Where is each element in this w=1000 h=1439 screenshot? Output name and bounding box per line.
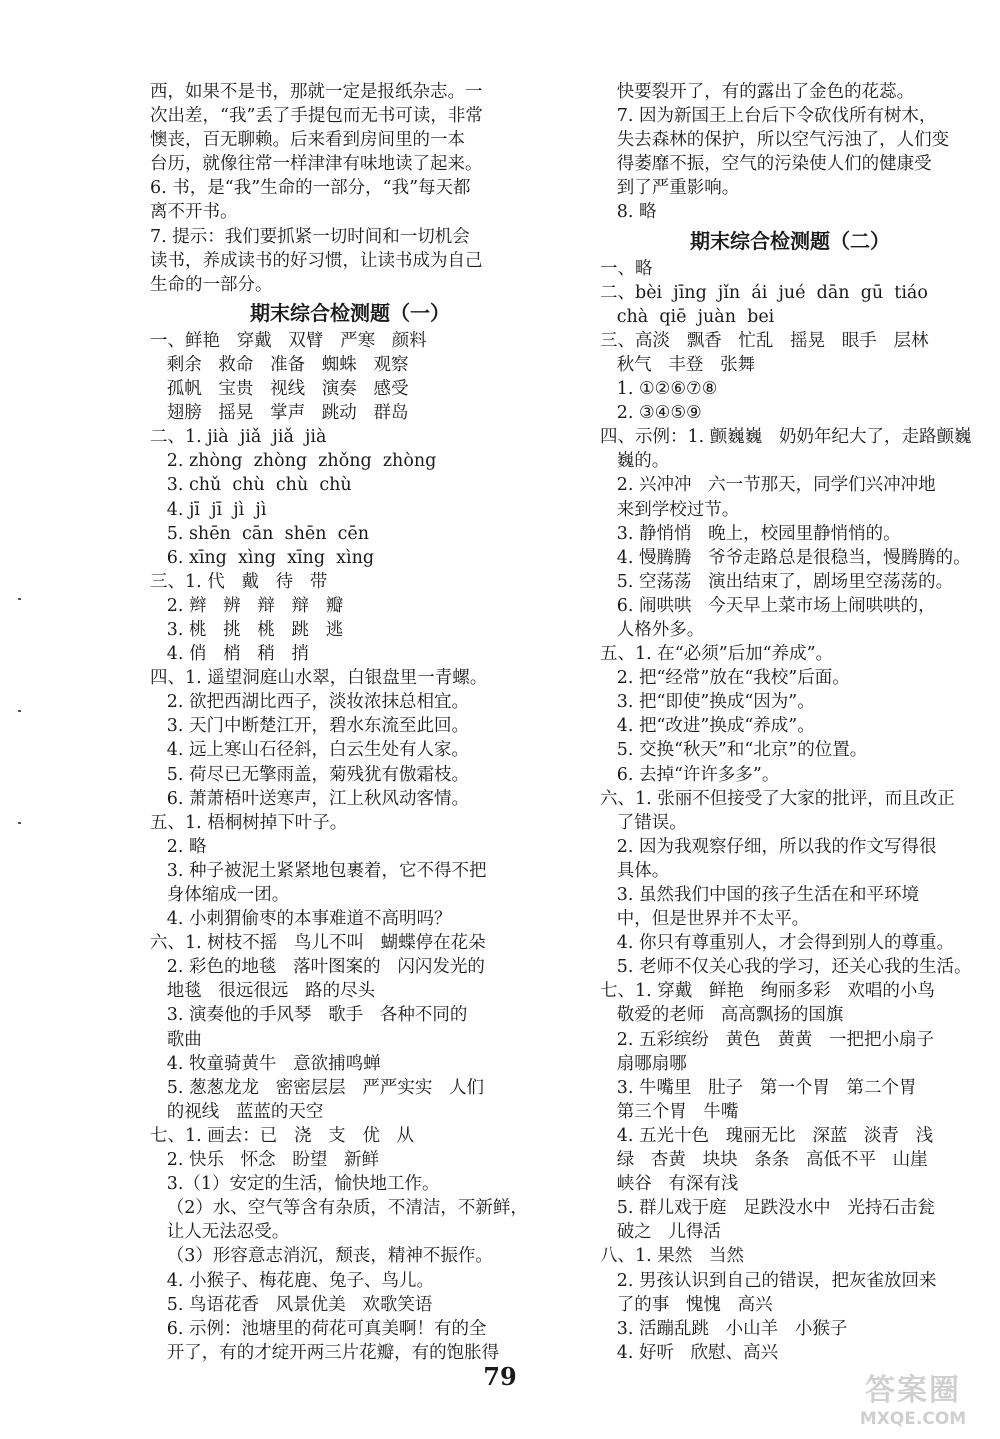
text-line: 5. 交换“秋天”和“北京”的位置。: [600, 740, 868, 761]
text-line: 五、1. 梧桐树掉下叶子。: [150, 812, 348, 833]
text-line: 六、1. 张丽不但接受了大家的批评，而且改正: [600, 788, 955, 809]
text-line: 歌曲: [150, 1029, 202, 1050]
text-line: （3）形容意志消沉，颓丧，精神不振作。: [150, 1246, 493, 1267]
text-line: 六、1. 树枝不摇 鸟儿不叫 蝴蝶停在花朵: [150, 933, 486, 954]
text-line: 2. 辫 辨 辩 辩 瓣: [150, 595, 344, 616]
text-line: 2. 因为我观察仔细，所以我的作文写得很: [600, 836, 937, 857]
text-line: 6. 闹哄哄 今天早上菜市场上闹哄哄的，: [600, 595, 936, 616]
text-line: 5. 群儿戏于庭 足跌没水中 光持石击瓮: [600, 1198, 935, 1219]
text-line: 5. 老师不仅关心我的学习，还关心我的生活。: [600, 957, 972, 978]
text-line: 4. 牧童骑黄牛 意欲捕鸣蝉: [150, 1053, 381, 1074]
text-line: 四、1. 遥望洞庭山水翠，白银盘里一青螺。: [150, 668, 488, 689]
text-line: 4. 五光十色 瑰丽无比 深蓝 淡青 浅: [600, 1125, 934, 1146]
text-line: 2. ③④⑤⑨: [600, 403, 702, 424]
text-line: 离不开书。: [150, 202, 238, 223]
text-line: 读书，养成读书的好习惯，让读书成为自己: [150, 250, 483, 271]
text-line: 破之 儿得活: [600, 1222, 721, 1243]
text-line: 次出差，“我”丢了手提包而无书可读，非常: [150, 106, 483, 127]
text-line: 2. 男孩认识到自己的错误，把灰雀放回来: [600, 1270, 937, 1291]
text-line: 3. 虽然我们中国的孩子生活在和平环境: [600, 885, 919, 905]
text-line: 第三个胃 牛嘴: [600, 1101, 739, 1122]
margin-mark: [18, 710, 21, 712]
text-line: 6. 去掉“许许多多”。: [600, 764, 780, 785]
watermark-bottom-text: MXQE.COM: [859, 1409, 967, 1429]
text-line: 3. 把“即使”换成“因为”。: [600, 692, 815, 713]
text-line: 快要裂开了，有的露出了金色的花蕊。: [600, 82, 915, 102]
text-line: 3. 种子被泥土紧紧地包裹着，它不得不把: [150, 860, 487, 881]
text-line: 2. 兴冲冲 六一节那天，同学们兴冲冲地: [600, 475, 936, 496]
text-line: 7. 因为新国王上台后下令砍伐所有树木，: [600, 106, 937, 127]
text-line: 七、1. 画去：已 浇 支 优 从: [150, 1125, 415, 1146]
text-line: 三、高淡 飘香 忙乱 摇晃 眼手 层林: [600, 330, 929, 351]
text-line: 地毯 很远很远 路的尽头: [150, 981, 376, 1002]
text-line: 3. 演奏他的手风琴 歌手 各种不同的: [150, 1005, 468, 1026]
text-line: 3. 牛嘴里 肚子 第一个胃 第二个胃: [600, 1077, 917, 1098]
text-line: 一、略: [600, 258, 653, 279]
text-line: 3. 天门中断楚江开，碧水东流至此回。: [150, 716, 469, 737]
text-line: 八、1. 果然 当然: [600, 1246, 744, 1267]
text-line: 了的事 愧愧 高兴: [600, 1294, 773, 1315]
watermark-logo: [848, 1365, 978, 1427]
text-line: 得萎靡不振，空气的污染使人们的健康受: [600, 154, 932, 175]
text-line: 5. shēn cān shēn cēn: [150, 523, 370, 544]
margin-mark: [18, 598, 21, 600]
text-line: 了错误。: [600, 812, 687, 833]
left-column: [150, 80, 550, 1365]
text-line: 3. chǔ chù chù chù: [150, 475, 352, 496]
section-title-1: 期末综合检测题（一）: [250, 300, 450, 325]
text-line: 2. 五彩缤纷 黄色 黄黄 一把把小扇子: [600, 1029, 935, 1050]
text-line: 2. 把“经常”放在“我校”后面。: [600, 668, 850, 689]
text-line: 6. 萧萧梧叶送寒声，江上秋风动客情。: [150, 788, 469, 809]
text-line: 身体缩成一团。: [150, 885, 290, 905]
text-line: 3. 桃 挑 桃 跳 逃: [150, 619, 344, 640]
text-line: 8. 略: [600, 202, 657, 223]
text-line: 孤帆 宝贵 视线 演奏 感受: [150, 379, 409, 400]
text-line: 峡谷 有深有浅: [600, 1174, 739, 1195]
text-line: 4. 把“改进”换成“养成”。: [600, 716, 815, 737]
text-line: 2. zhòng zhòng zhǒng zhòng: [150, 451, 437, 472]
text-line: 二、1. jià jiǎ jiǎ jià: [150, 427, 327, 448]
text-line: 开了，有的才绽开两三片花瓣，有的饱胀得: [150, 1342, 500, 1363]
text-line: 敬爱的老师 高高飘扬的国旗: [600, 1005, 844, 1026]
text-line: 6. xīng xìng xīng xìng: [150, 547, 375, 568]
text-line: 具体。: [600, 860, 670, 881]
text-line: 翅膀 摇晃 掌声 跳动 群岛: [150, 403, 409, 424]
text-line: 扇哪扇哪: [600, 1053, 687, 1074]
text-line: 5. 鸟语花香 风景优美 欢歌笑语: [150, 1294, 433, 1315]
text-line: 5. 荷尽已无擎雨盖，菊残犹有傲霜枝。: [150, 764, 469, 785]
text-line: 6. 书，是“我”生命的一部分，“我”每天都: [150, 178, 471, 199]
text-line: chà qiē juàn bei: [600, 306, 775, 327]
text-line: 五、1. 在“必须”后加“养成”。: [600, 644, 834, 665]
text-line: 来到学校过节。: [600, 499, 740, 520]
text-line: 七、1. 穿戴 鲜艳 绚丽多彩 欢唱的小鸟: [600, 981, 935, 1002]
text-line: 巍的。: [600, 451, 670, 472]
text-line: 的视线 蓝蓝的天空: [150, 1101, 324, 1122]
text-line: 懊丧，百无聊赖。后来看到房间里的一本: [150, 130, 465, 151]
page-number: 79: [483, 1362, 517, 1391]
text-line: 一、鲜艳 穿戴 双臂 严寒 颜料: [150, 330, 427, 351]
text-line: 三、1. 代 戴 待 带: [150, 571, 328, 592]
text-line: 2. 略: [150, 836, 207, 857]
text-line: 4. 小猴子、梅花鹿、兔子、鸟儿。: [150, 1270, 434, 1291]
text-line: 2. 欲把西湖比西子，淡妆浓抹总相宜。: [150, 692, 469, 713]
text-line: 四、示例：1. 颤巍巍 奶奶年纪大了，走路颤巍: [600, 427, 972, 448]
text-line: 剩余 救命 准备 蜘蛛 观察: [150, 354, 409, 375]
text-line: 让人无法忍受。: [150, 1222, 290, 1243]
text-line: 生命的一部分。: [150, 274, 273, 295]
section-title-2: 期末综合检测题（二）: [690, 228, 890, 253]
text-line: 4. 俏 梢 稍 捎: [150, 644, 310, 665]
text-line: 4. jī jī jì jì: [150, 499, 267, 520]
text-line: 二、bèi jīng jǐn ái jué dān gū tiáo: [600, 282, 928, 303]
text-line: 4. 好听 欣慰、高兴: [600, 1342, 779, 1363]
text-line: 绿 杏黄 块块 条条 高低不平 山崖: [600, 1150, 928, 1171]
text-line: 3. 静悄悄 晚上，校园里静悄悄的。: [600, 523, 901, 544]
text-line: 2. 快乐 怀念 盼望 新鲜: [150, 1150, 380, 1171]
text-line: 中，但是世界并不太平。: [600, 909, 810, 930]
watermark-top-text: 答案圈: [865, 1373, 961, 1408]
text-line: 失去森林的保护，所以空气污浊了，人们变: [600, 130, 950, 151]
text-line: 5. 葱葱龙龙 密密层层 严严实实 人们: [150, 1077, 485, 1098]
text-line: 人格外多。: [600, 619, 705, 640]
text-line: 3.（1）安定的生活，愉快地工作。: [150, 1174, 440, 1195]
text-line: 5. 空荡荡 演出结束了，剧场里空荡荡的。: [600, 571, 954, 592]
text-line: 秋气 丰登 张舞: [600, 354, 756, 375]
text-line: （2）水、空气等含有杂质，不清洁，不新鲜，: [150, 1198, 528, 1219]
text-line: 4. 你只有尊重别人，才会得到别人的尊重。: [600, 933, 954, 954]
margin-mark: [18, 822, 21, 824]
text-line: 西，如果不是书，那就一定是报纸杂志。一: [150, 82, 483, 102]
right-column: [600, 80, 980, 1365]
text-line: 2. 彩色的地毯 落叶图案的 闪闪发光的: [150, 957, 485, 978]
text-line: 台历，就像往常一样津津有味地读了起来。: [150, 154, 483, 175]
text-line: 1. ①②⑥⑦⑧: [600, 379, 718, 400]
text-line: 6. 示例：池塘里的荷花可真美啊！有的全: [150, 1318, 487, 1339]
text-line: 4. 远上寒山石径斜，白云生处有人家。: [150, 740, 469, 761]
text-line: 3. 活蹦乱跳 小山羊 小猴子: [600, 1318, 848, 1339]
text-line: 4. 小刺猬偷枣的本事难道不高明吗？: [150, 909, 452, 930]
text-line: 4. 慢腾腾 爷爷走路总是很稳当，慢腾腾的。: [600, 547, 971, 568]
text-line: 7. 提示：我们要抓紧一切时间和一切机会: [150, 226, 470, 247]
text-line: 到了严重影响。: [600, 178, 740, 199]
